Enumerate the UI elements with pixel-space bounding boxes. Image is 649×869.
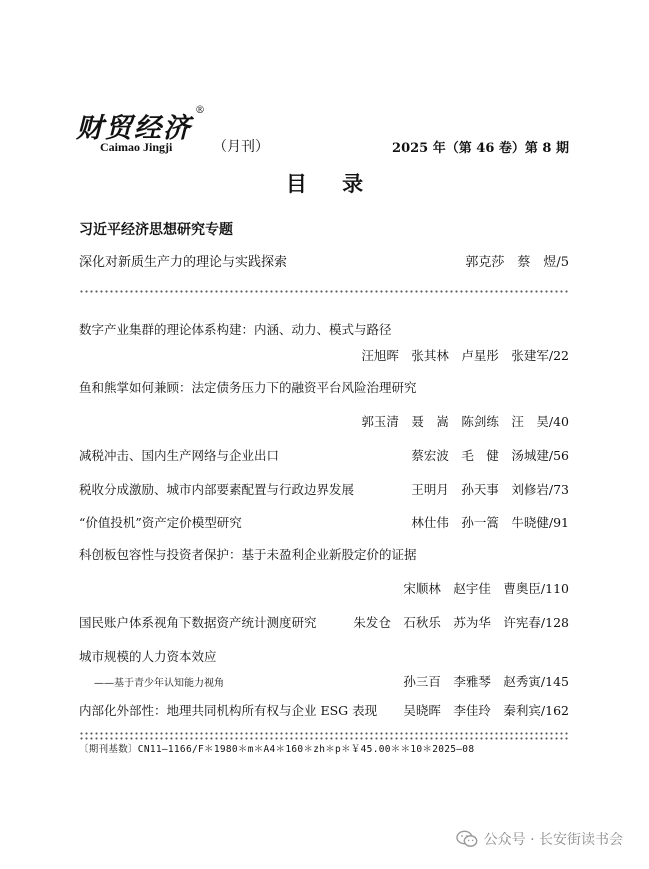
article-title: 鱼和熊掌如何兼顾：法定债务压力下的融资平台风险治理研究 bbox=[79, 380, 417, 395]
article-entry[interactable] bbox=[79, 513, 569, 531]
article-authors: 朱发仓 石秋乐 苏为华 许宪春/128 bbox=[353, 615, 569, 630]
article-authors: 王明月 孙天事 刘修岩/73 bbox=[411, 482, 569, 497]
article-entry[interactable] bbox=[79, 613, 569, 631]
wechat-icon bbox=[456, 830, 478, 848]
featured-article[interactable] bbox=[79, 251, 569, 270]
article-title: 内部化外部性：地理共同机构所有权与企业 ESG 表现 bbox=[79, 703, 378, 718]
article-title: 数字产业集群的理论体系构建：内涵、动力、模式与路径 bbox=[79, 322, 392, 337]
article-title: 减税冲击、国内生产网络与企业出口 bbox=[79, 448, 280, 463]
section-divider bbox=[79, 289, 569, 294]
article-authors: 郭克莎 蔡 煜/5 bbox=[465, 255, 569, 270]
journal-name-pinyin: Caimao Jingji bbox=[100, 140, 173, 154]
article-entry[interactable] bbox=[79, 446, 569, 464]
journal-name-cn: 财贸经济 bbox=[76, 113, 192, 144]
article-authors: 林仕伟 孙一篙 牛晓健/91 bbox=[411, 515, 569, 530]
article-authors: 吴晓晖 李佳玲 秦利宾/162 bbox=[403, 703, 569, 718]
article-authors: 孙三百 李雅琴 赵秀寅/145 bbox=[403, 674, 569, 689]
article-authors: 汪旭晖 张其林 卢星彤 张建军/22 bbox=[361, 348, 569, 363]
section-heading: 习近平经济思想研究专题 bbox=[79, 222, 233, 238]
page-title: 目 录 bbox=[285, 171, 378, 196]
publication-imprint: 〔期刊基数〕CN11—1166/F＊1980＊m＊A4＊160＊zh＊p＊￥45.00＊＊10＊2025—08 bbox=[79, 744, 475, 755]
issue-info: 2025 年（第 46 卷）第 8 期 bbox=[392, 141, 569, 156]
frequency-label: （月刊） bbox=[213, 139, 269, 155]
article-entry[interactable] bbox=[79, 378, 569, 396]
article-title: 深化对新质生产力的理论与实践探索 bbox=[79, 255, 288, 270]
article-title: 国民账户体系视角下数据资产统计测度研究 bbox=[79, 615, 317, 630]
article-entry[interactable] bbox=[79, 545, 569, 563]
article-entry[interactable] bbox=[79, 320, 569, 338]
article-subtitle: ——基于青少年认知能力视角 bbox=[94, 678, 224, 689]
registered-mark: ® bbox=[195, 105, 205, 116]
article-title: 科创板包容性与投资者保护：基于未盈利企业新股定价的证据 bbox=[79, 547, 417, 562]
watermark-text: 公众号 · 长安街读书会 bbox=[483, 832, 623, 848]
article-title: 城市规模的人力资本效应 bbox=[79, 649, 217, 664]
article-title: 税收分成激励、城市内部要素配置与行政边界发展 bbox=[79, 482, 355, 497]
article-entry[interactable] bbox=[79, 480, 569, 498]
watermark bbox=[456, 829, 623, 849]
article-entry[interactable] bbox=[79, 647, 569, 665]
article-title: “价值投机”资产定价模型研究 bbox=[79, 515, 242, 530]
article-authors: 宋顺林 赵宇佳 曹奥臣/110 bbox=[403, 581, 569, 596]
article-entry[interactable] bbox=[79, 701, 569, 719]
article-authors: 郭玉清 聂 嵩 陈剑练 汪 昊/40 bbox=[361, 414, 569, 429]
article-authors: 蔡宏波 毛 健 汤城建/56 bbox=[411, 448, 569, 463]
